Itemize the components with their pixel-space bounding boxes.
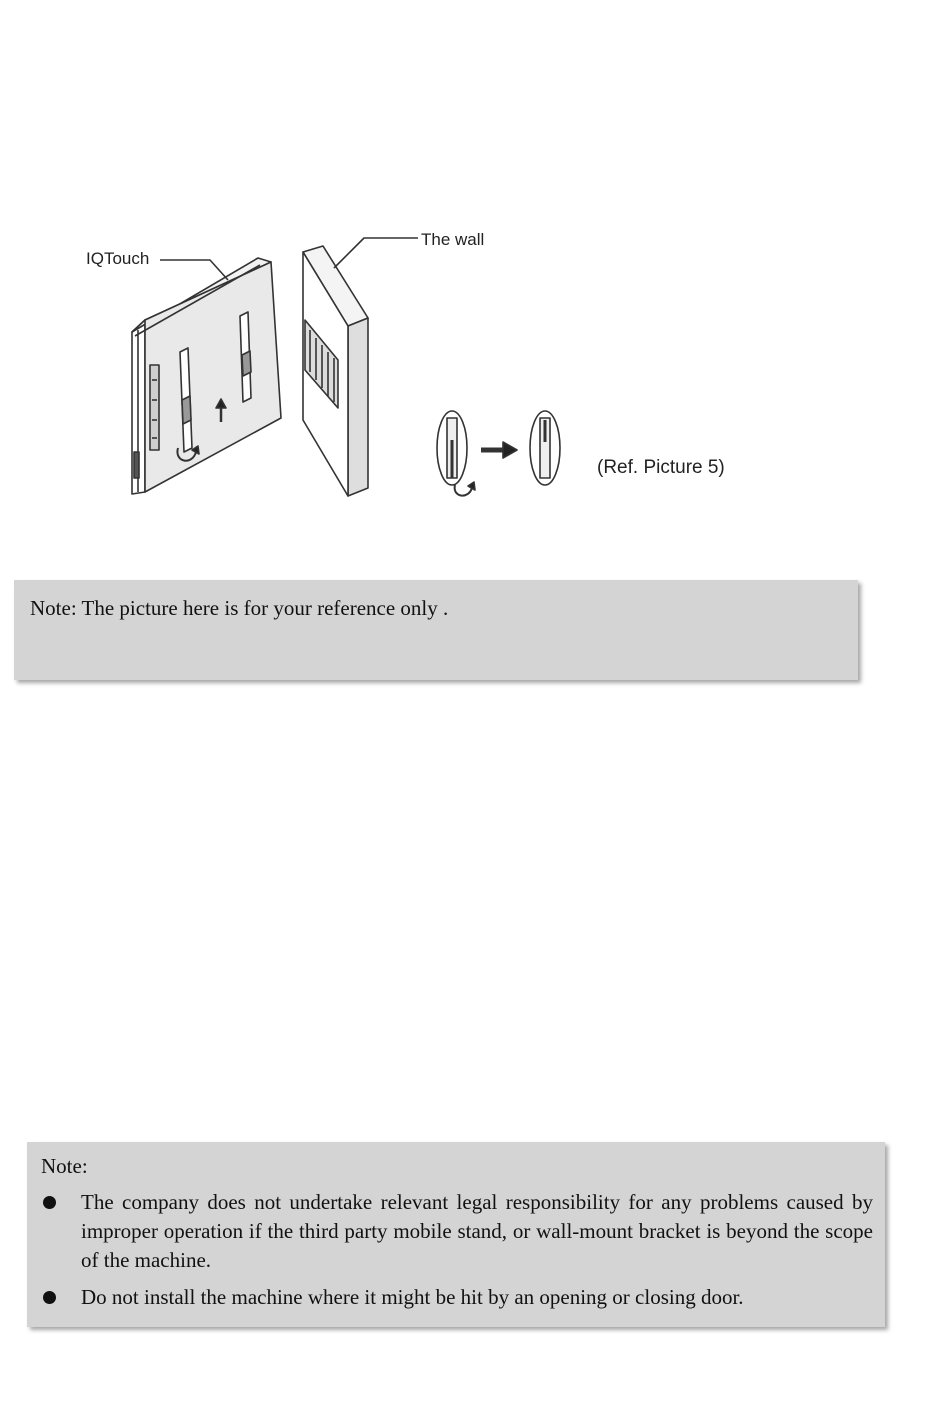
list-item — [41, 1283, 873, 1312]
bullet-icon — [43, 1196, 56, 1209]
legal-note-box — [27, 1142, 885, 1327]
figure-caption: (Ref. Picture 5) — [597, 457, 725, 478]
legal-note-title: Note: — [41, 1154, 88, 1178]
installation-figure — [0, 0, 950, 540]
reference-note-text: Note: The picture here is for your reference only . — [30, 596, 449, 620]
list-item-text: Do not install the machine where it might be hit by an opening or closing door. — [81, 1285, 744, 1309]
list-item — [41, 1188, 873, 1275]
wall-mount-illustration — [0, 0, 950, 540]
legal-note-list — [41, 1188, 873, 1320]
iqtouch-label: IQTouch — [86, 249, 150, 268]
wall-label: The wall — [421, 230, 485, 249]
list-item-text: The company does not undertake relevant legal responsibility for any problems caused by improper operation if the third party mobile stand, or wall-mount bracket is beyond the scope of the machine. — [81, 1190, 873, 1272]
reference-note-box — [14, 580, 858, 680]
bullet-icon — [43, 1291, 56, 1304]
